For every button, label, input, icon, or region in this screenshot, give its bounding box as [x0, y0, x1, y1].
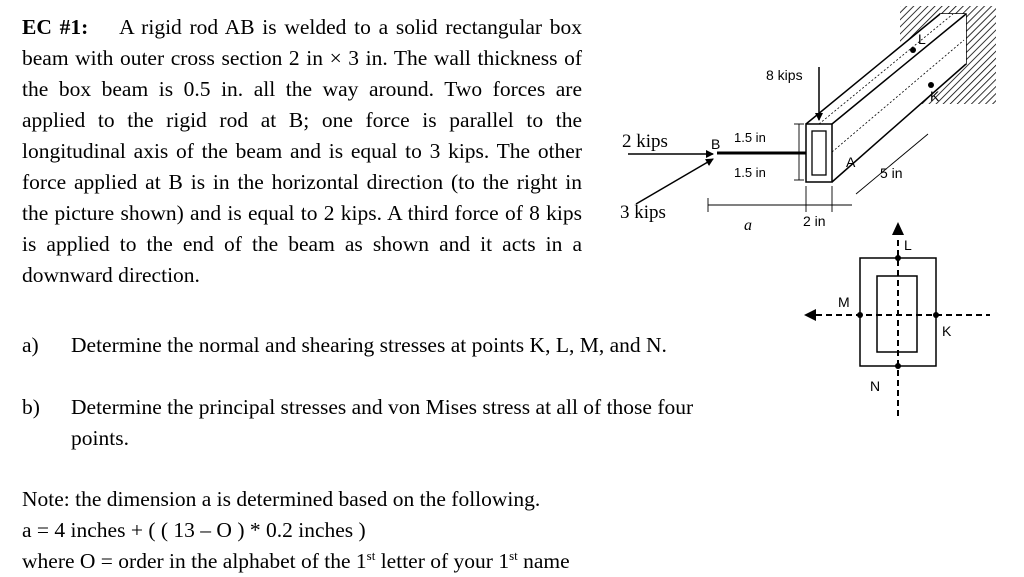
label-B: B [711, 136, 721, 152]
section-label-N: N [870, 378, 881, 394]
note-line-3: where O = order in the alphabet of the 1st letter of your 1st name [22, 547, 570, 573]
section-label-K: K [942, 323, 952, 339]
part-b-text: Determine the principal stresses and von Mises stress at all of those four points. [71, 395, 694, 450]
load-3-label: 3 kips [620, 202, 666, 223]
label-A: A [846, 154, 856, 170]
note-line-1: Note: the dimension a is determined based on the following. [22, 487, 541, 511]
load-3-arrow [636, 159, 713, 204]
beam-figure [600, 0, 1024, 575]
problem-title: EC #1: [22, 15, 89, 39]
load-2-label: 2 kips [622, 131, 668, 152]
beam-front-face [806, 124, 832, 182]
load-8-label: 8 kips [766, 67, 803, 83]
dim-2-in: 2 in [803, 213, 826, 229]
label-K: K [930, 88, 940, 104]
dim-1-5-lower: 1.5 in [734, 165, 766, 180]
section-label-M: M [838, 294, 850, 310]
note-formula: a = 4 inches + ( ( 13 – O ) * 0.2 inches ) [22, 518, 366, 542]
point-L-dot [910, 47, 916, 53]
part-a-text: Determine the normal and shearing stresses at points K, L, M, and N. [71, 333, 667, 357]
section-label-L: L [904, 237, 912, 253]
dim-1-5-upper: 1.5 in [734, 130, 766, 145]
problem-statement [22, 12, 582, 291]
dim-5-in: 5 in [880, 165, 903, 181]
problem-intro: A rigid rod AB is welded to a solid rectangular box beam with outer cross section 2 in × 3 in. The wall thickness of the box beam is 0.5 in. all the way around. Two forces are applied to the rigid rod at B; one force is parallel to the longitudinal axis of the beam and is equal to 3 kips. The other force applied at B is in the horizontal direction (to the right in the picture shown) and is equal to 2 kips. A third force of 8 kips is applied to the end of the beam as shown and it acts in a downward direction. [22, 15, 583, 287]
part-b-label: b) [22, 395, 40, 419]
dim-a: a [744, 217, 752, 234]
label-L: L [918, 31, 926, 47]
part-a-label: a) [22, 333, 39, 357]
